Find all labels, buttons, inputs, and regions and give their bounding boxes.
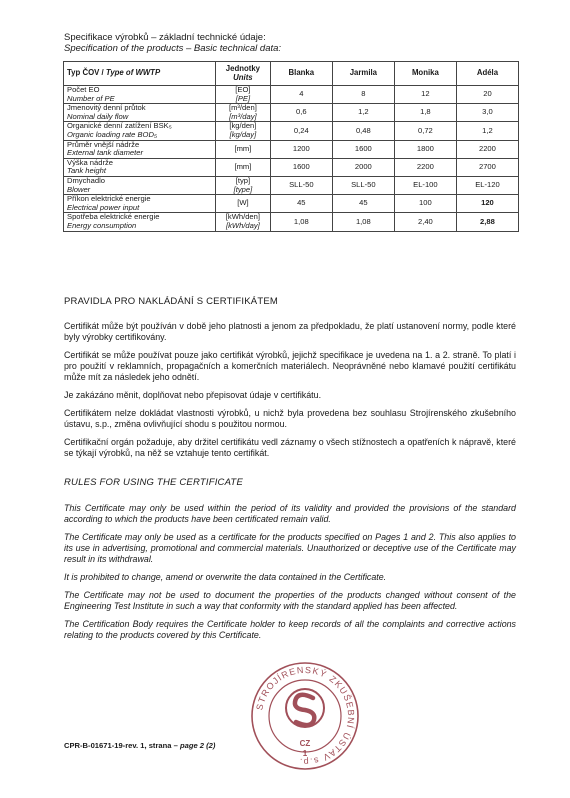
parameter-unit (216, 158, 271, 176)
parameter-unit-cz: [W] (237, 198, 249, 208)
parameter-unit-cz: [m³/den] (228, 103, 257, 113)
parameter-value: 1,8 (394, 104, 456, 122)
parameter-value: 1600 (332, 140, 394, 158)
parameter-unit (216, 122, 271, 140)
type-header-cz: Typ ČOV / (67, 68, 104, 78)
parameter-value: 1,2 (332, 104, 394, 122)
parameter-value: 2,88 (456, 213, 518, 231)
table-header-row (64, 62, 519, 86)
parameter-value: SLL-50 (332, 176, 394, 194)
rule-paragraph: Certifikátem nelze dokládat vlastnosti výrobků, u nichž byla provedena bez souhlasu Strojírenského zkušebního ústavu, s.p., změna ovlivňující shodu s použitou normou. (64, 408, 516, 429)
parameter-value: 0,72 (394, 122, 456, 140)
parameter-value: 100 (394, 195, 456, 213)
parameter-value: 0,6 (270, 104, 332, 122)
parameter-name-cz: Průměr vnější nádrže (67, 139, 140, 149)
intro-cz: Specifikace výrobků – základní technické údaje: (64, 32, 266, 43)
parameter-name-cz: Výška nádrže (67, 157, 114, 167)
table-row (64, 140, 519, 158)
parameter-value: 8 (332, 86, 394, 104)
technical-data-table (63, 61, 519, 232)
parameter-unit (216, 140, 271, 158)
institute-stamp (249, 660, 361, 772)
parameter-name-en: Electrical power input (67, 202, 140, 212)
parameter-value: SLL-50 (270, 176, 332, 194)
parameter-name (64, 158, 216, 176)
rule-paragraph: Certifikát se může používat pouze jako certifikát výrobků, jejichž specifikace je uvedena na 1. a 2. straně. To platí i pro použití v reklamních, propagačních a komerčních materiálech. Neoprávněné nebo klamavé použití certifikátu může mít za následek jeho odnětí. (64, 350, 516, 382)
parameter-value: 1,2 (456, 122, 518, 140)
parameter-value: 2200 (456, 140, 518, 158)
parameter-name (64, 122, 216, 140)
parameter-unit-cz: [typ] (235, 175, 251, 185)
rule-paragraph: The Certificate may only be used as a certificate for the products specified on Pages 1 and 2. This also applies to its use in advertising, promotional and commercial materials. Unauthorized or deceptive use of the Certificate may result in its withdrawal. (64, 532, 516, 564)
parameter-unit-en: [PE] (235, 93, 251, 103)
table-row (64, 176, 519, 194)
rules-en-heading: RULES FOR USING THE CERTIFICATE (64, 477, 243, 488)
parameter-unit-cz: [EO] (235, 85, 251, 94)
product-header: Adéla (456, 62, 518, 86)
page-footer (64, 741, 215, 750)
parameter-value: EL-100 (394, 176, 456, 194)
parameter-name (64, 104, 216, 122)
rule-paragraph: The Certification Body requires the Certificate holder to keep records of all the complaints and corrective actions relating to the products covered by this Certificate. (64, 619, 516, 640)
rule-paragraph: The Certificate may not be used to document the properties of the products changed without consent of the Engineering Test Institute in such a way that conformity with the standard applied has been affected. (64, 590, 516, 611)
parameter-value: 2000 (332, 158, 394, 176)
parameter-unit-cz: [mm] (234, 143, 252, 153)
parameter-value: 45 (270, 195, 332, 213)
parameter-unit-cz: [kg/den] (229, 121, 257, 131)
parameter-value: 0,24 (270, 122, 332, 140)
footer-page: page 2 (2) (179, 741, 216, 750)
rules-cz-section (64, 321, 516, 466)
parameter-value: 2,40 (394, 213, 456, 231)
rule-paragraph: Je zakázáno měnit, doplňovat nebo přepisovat údaje v certifikátu. (64, 390, 322, 400)
table-row (64, 213, 519, 231)
rule-paragraph: Certifikační orgán požaduje, aby držitel certifikátu vedl záznamy o všech stížnostech a opatřeních k nápravě, které se týkají výrobků, na něž se vztahuje tento certifikát. (64, 437, 516, 458)
footer-reference: CPR-B-01671-19-rev. 1, strana – (64, 741, 178, 750)
parameter-name-en: Organic loading rate BOD₅ (67, 129, 158, 139)
parameter-unit-en: [m³/day] (229, 111, 257, 121)
stamp-country: CZ (299, 739, 311, 748)
specification-intro (64, 32, 281, 54)
parameter-name-cz: Spotřeba elektrické energie (67, 212, 160, 222)
parameter-name (64, 213, 216, 231)
parameter-value: 1,08 (270, 213, 332, 231)
parameter-value: 2700 (456, 158, 518, 176)
parameter-value: 120 (456, 195, 518, 213)
parameter-name (64, 86, 216, 104)
parameter-name (64, 140, 216, 158)
parameter-unit (216, 86, 271, 104)
parameter-value: 1800 (394, 140, 456, 158)
parameter-name-en: External tank diameter (67, 148, 143, 158)
table-row (64, 104, 519, 122)
parameter-value: 1,08 (332, 213, 394, 231)
intro-en: Specification of the products – Basic technical data: (64, 43, 282, 54)
parameter-value: 45 (332, 195, 394, 213)
parameter-value: 4 (270, 86, 332, 104)
parameter-name-cz: Jmenovitý denní průtok (67, 103, 146, 113)
parameter-value: 12 (394, 86, 456, 104)
rules-en-section (64, 503, 516, 648)
stamp-ring-text: STROJÍRENSKÝ ZKUŠEBNÍ ÚSTAV s.p. (254, 664, 357, 768)
parameter-name (64, 195, 216, 213)
stamp-emblem (286, 689, 324, 727)
rule-paragraph: It is prohibited to change, amend or overwrite the data contained in the Certificate. (64, 572, 387, 582)
type-header (64, 62, 216, 86)
parameter-unit-en: [type] (233, 184, 253, 194)
product-header: Monika (394, 62, 456, 86)
parameter-unit-en: [kg/day] (229, 129, 257, 139)
parameter-name-en: Number of PE (67, 93, 115, 103)
parameter-value: 1200 (270, 140, 332, 158)
parameter-unit (216, 104, 271, 122)
parameter-unit-cz: [kWh/den] (225, 212, 260, 222)
parameter-value: 2200 (394, 158, 456, 176)
parameter-unit (216, 176, 271, 194)
stamp-number: 1 (302, 749, 308, 758)
parameter-value: 0,48 (332, 122, 394, 140)
parameter-value: 3,0 (456, 104, 518, 122)
parameter-name-en: Blower (67, 184, 91, 194)
parameter-value: 20 (456, 86, 518, 104)
parameter-name-en: Energy consumption (67, 220, 137, 230)
table-row (64, 86, 519, 104)
rule-paragraph: Certifikát může být používán v době jeho platnosti a jenom za předpokladu, že platí ustanovení normy, podle které byly výrobky certifikovány. (64, 321, 516, 342)
parameter-value: EL-120 (456, 176, 518, 194)
parameter-unit-cz: [mm] (234, 162, 252, 172)
table-row (64, 122, 519, 140)
parameter-name (64, 176, 216, 194)
type-header-en: Type of WWTP (105, 68, 161, 78)
rules-cz-heading: PRAVIDLA PRO NAKLÁDÁNÍ S CERTIFIKÁTEM (64, 296, 278, 307)
parameter-value: 1600 (270, 158, 332, 176)
parameter-unit (216, 195, 271, 213)
units-header-en: Units (233, 72, 253, 82)
product-header: Jarmila (332, 62, 394, 86)
parameter-name-cz: Organické denní zatížení BSK₅ (67, 121, 172, 131)
parameter-name-en: Tank height (67, 166, 106, 176)
table-row (64, 195, 519, 213)
parameter-name-en: Nominal daily flow (67, 111, 129, 121)
parameter-unit (216, 213, 271, 231)
units-header (216, 62, 271, 86)
rule-paragraph: This Certificate may only be used within the period of its validity and provided the provisions of the standard according to which the products have been certificated remain valid. (64, 503, 516, 524)
parameter-name-cz: Příkon elektrické energie (67, 194, 151, 204)
parameter-name-cz: Dmychadlo (67, 175, 105, 185)
units-header-cz: Jednotky (225, 63, 261, 73)
table-row (64, 158, 519, 176)
parameter-unit-en: [kWh/day] (226, 220, 260, 230)
parameter-name-cz: Počet EO (67, 85, 100, 94)
product-header: Blanka (270, 62, 332, 86)
